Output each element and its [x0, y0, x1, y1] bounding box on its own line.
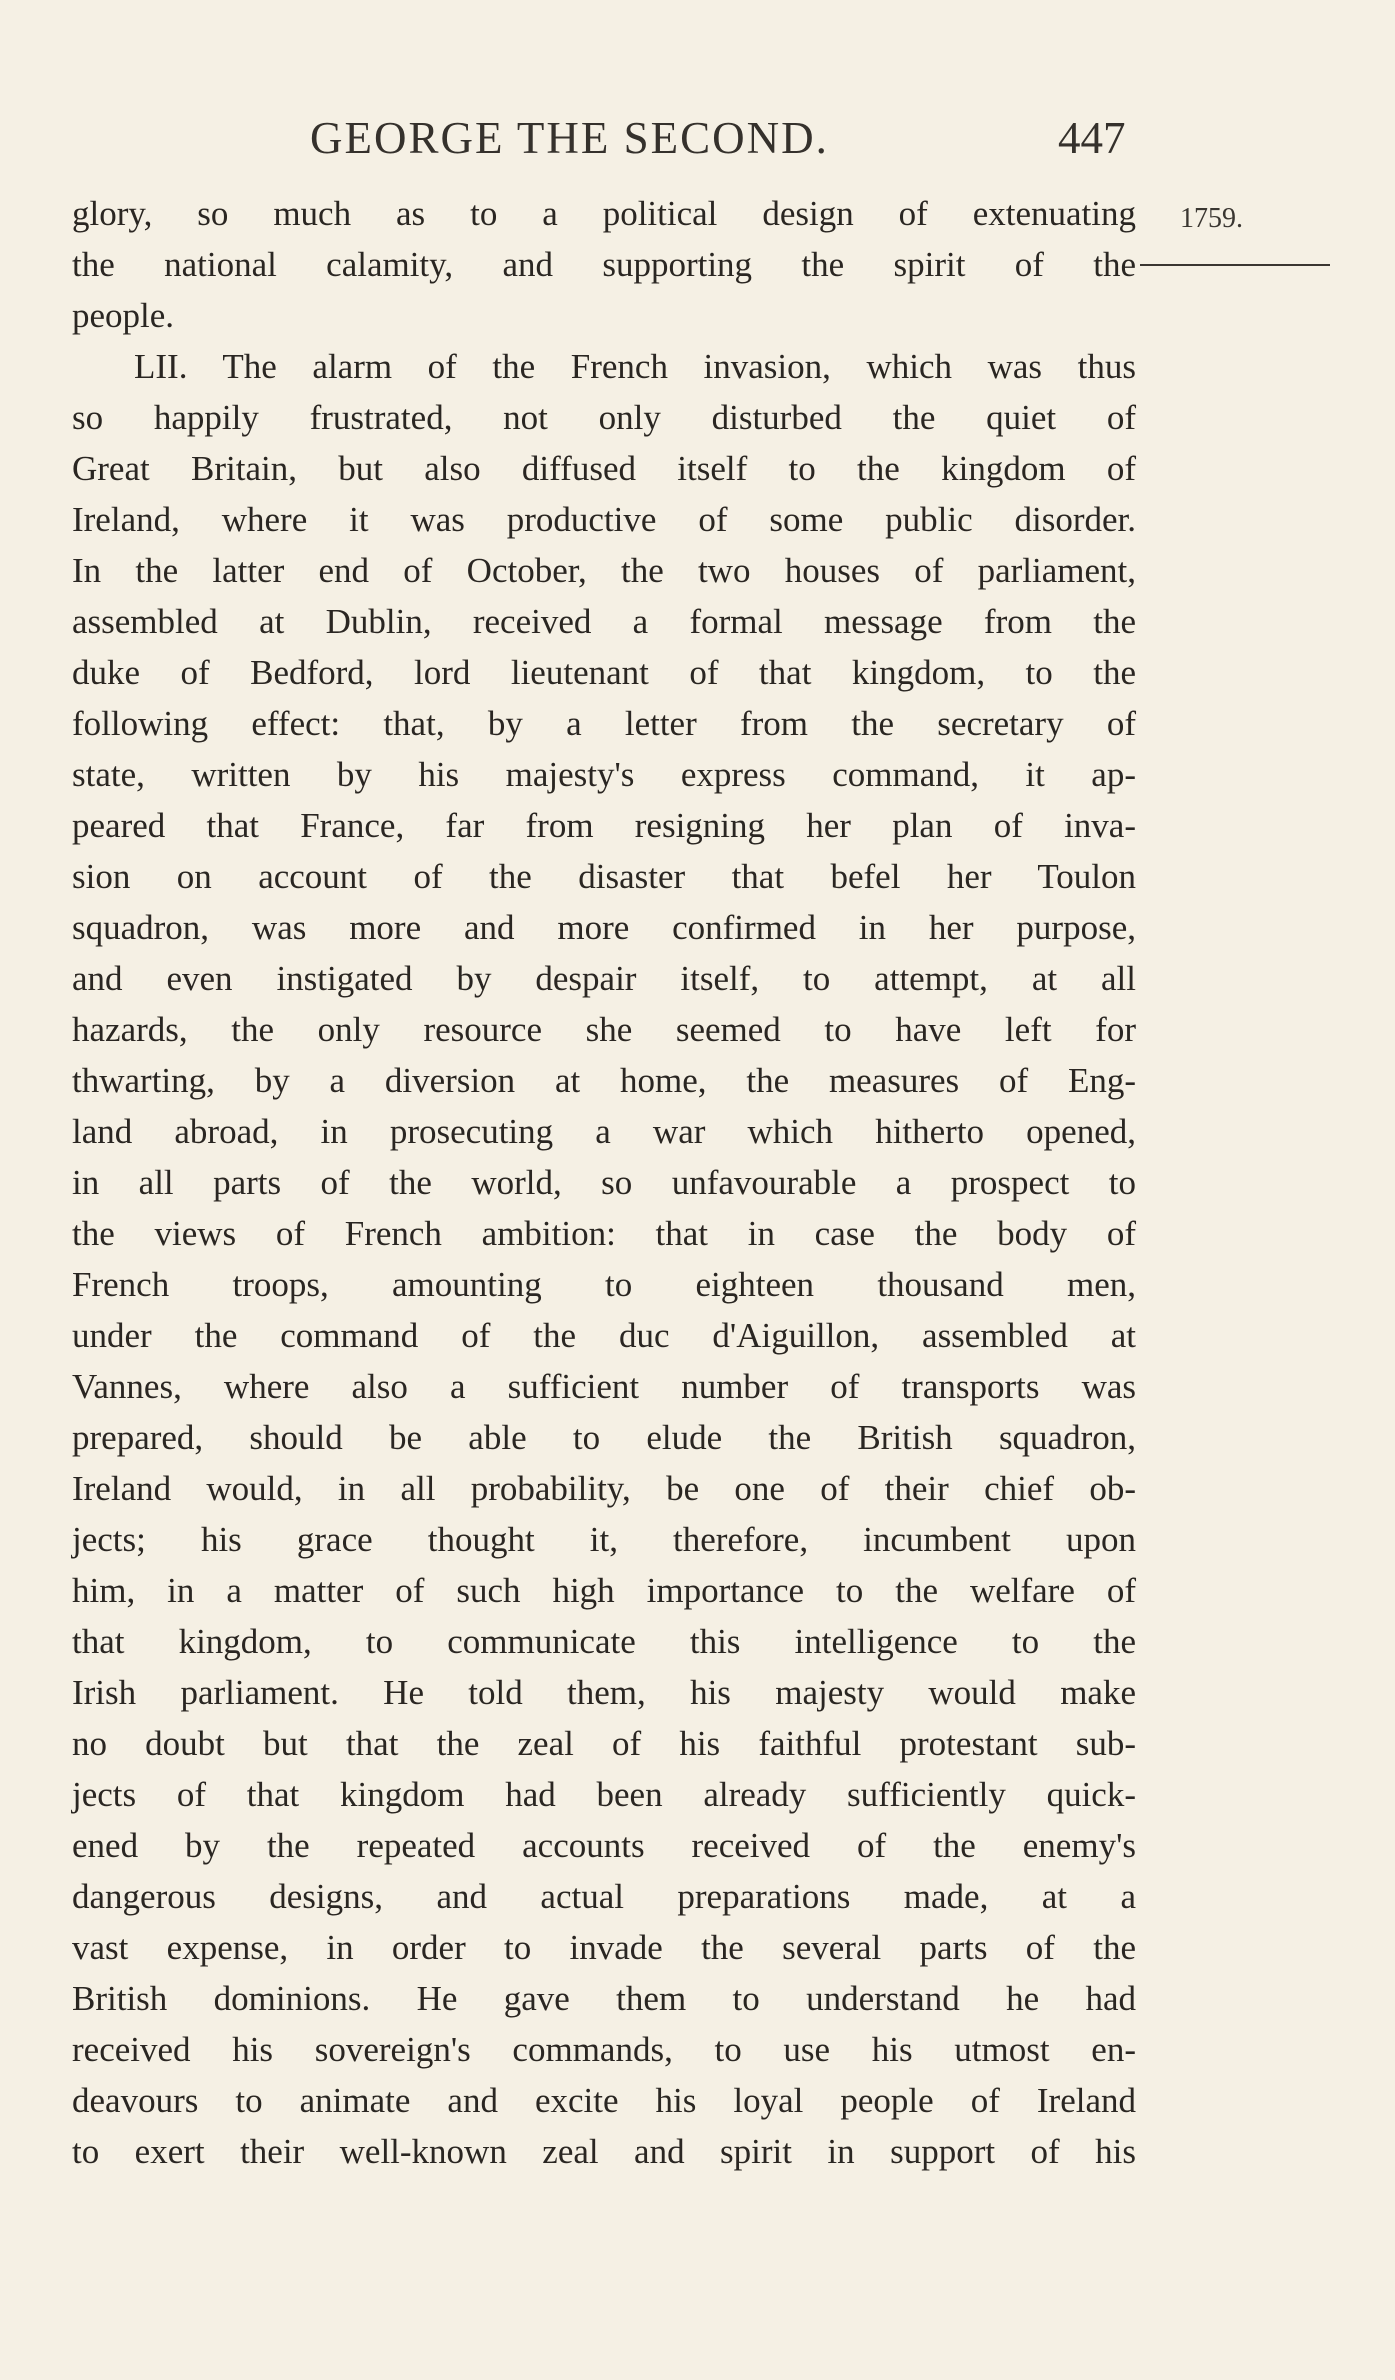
text-line: and even instigated by despair itself, to attempt, at all — [72, 959, 1136, 998]
text-line: sion on account of the disaster that befel her Toulon — [72, 857, 1136, 896]
text-line: LII. The alarm of the French invasion, which was thus — [134, 347, 1136, 386]
text-line: received his sovereign's commands, to use his utmost en- — [72, 2030, 1136, 2069]
text-line: peared that France, far from resigning her plan of inva- — [72, 806, 1136, 845]
text-line: duke of Bedford, lord lieutenant of that kingdom, to the — [72, 653, 1136, 692]
text-line: people. — [72, 296, 175, 335]
page-number: 447 — [1058, 113, 1126, 163]
text-line: hazards, the only resource she seemed to have left for — [72, 1010, 1136, 1049]
running-head — [0, 112, 1395, 172]
text-line: ened by the repeated accounts received of the enemy's — [72, 1826, 1136, 1865]
text-line: so happily frustrated, not only disturbed the quiet of — [72, 398, 1136, 437]
text-line: Great Britain, but also diffused itself to the kingdom of — [72, 449, 1136, 488]
text-line: that kingdom, to communicate this intelligence to the — [72, 1622, 1136, 1661]
text-line: In the latter end of October, the two houses of parliament, — [72, 551, 1136, 590]
text-line: no doubt but that the zeal of his faithful protestant sub- — [72, 1724, 1136, 1763]
text-line: squadron, was more and more confirmed in her purpose, — [72, 908, 1136, 947]
text-line: following effect: that, by a letter from the secretary of — [72, 704, 1136, 743]
margin-year-note: 1759. — [1180, 203, 1243, 234]
text-line: Vannes, where also a sufficient number of transports was — [72, 1367, 1136, 1406]
text-line: Ireland would, in all probability, be one of their chief ob- — [72, 1469, 1136, 1508]
margin-rule — [1140, 264, 1330, 266]
text-line: under the command of the duc d'Aiguillon, assembled at — [72, 1316, 1136, 1355]
text-line: to exert their well-known zeal and spirit in support of his — [72, 2132, 1136, 2171]
text-line: French troops, amounting to eighteen thousand men, — [72, 1265, 1136, 1304]
text-line: jects; his grace thought it, therefore, incumbent upon — [72, 1520, 1136, 1559]
text-line: land abroad, in prosecuting a war which hitherto opened, — [72, 1112, 1136, 1151]
text-line: British dominions. He gave them to understand he had — [72, 1979, 1136, 2018]
text-line: deavours to animate and excite his loyal people of Ireland — [72, 2081, 1136, 2120]
text-line: the national calamity, and supporting the spirit of the — [72, 245, 1136, 284]
text-line: glory, so much as to a political design of extenuating — [72, 194, 1136, 233]
text-line: him, in a matter of such high importance to the welfare of — [72, 1571, 1136, 1610]
text-line: in all parts of the world, so unfavourable a prospect to — [72, 1163, 1136, 1202]
text-line: Ireland, where it was productive of some public disorder. — [72, 500, 1136, 539]
text-line: prepared, should be able to elude the British squadron, — [72, 1418, 1136, 1457]
running-head-title: GEORGE THE SECOND. — [310, 113, 829, 163]
text-line: thwarting, by a diversion at home, the measures of Eng- — [72, 1061, 1136, 1100]
body-text — [72, 188, 1136, 2177]
text-line: jects of that kingdom had been already sufficiently quick- — [72, 1775, 1136, 1814]
text-line: vast expense, in order to invade the several parts of the — [72, 1928, 1136, 1967]
text-line: Irish parliament. He told them, his majesty would make — [72, 1673, 1136, 1712]
text-line: assembled at Dublin, received a formal message from the — [72, 602, 1136, 641]
text-line: the views of French ambition: that in case the body of — [72, 1214, 1136, 1253]
text-line: state, written by his majesty's express command, it ap- — [72, 755, 1136, 794]
text-line: dangerous designs, and actual preparations made, at a — [72, 1877, 1136, 1916]
